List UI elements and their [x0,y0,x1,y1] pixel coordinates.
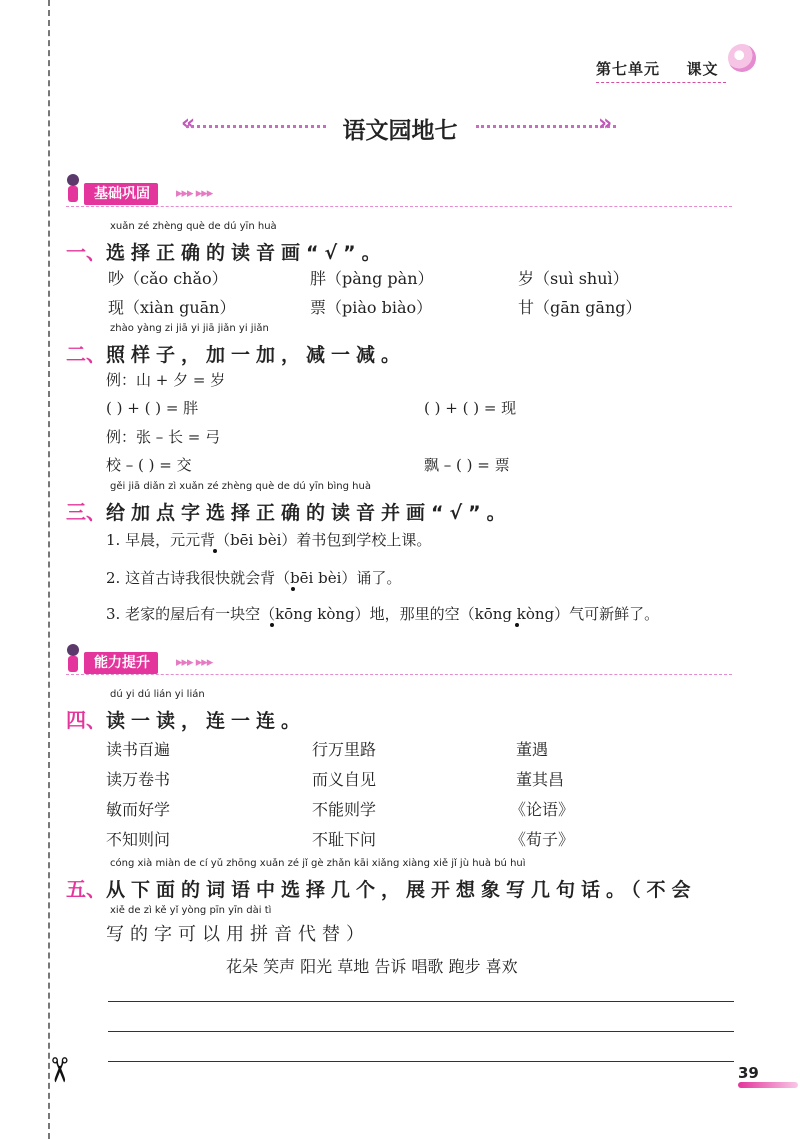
question-text-cont: 写的字可以用拼音代替） [106,924,370,945]
question-1-heading [66,236,387,265]
question-text: 读一读，连一连。 [106,710,307,732]
question-number: 二、 [66,342,106,366]
pinyin-choice[interactable]: 现（xiàn guān） [108,298,236,317]
sentence-1[interactable]: 1. 早晨，元元背（bēi bèi）着书包到学校上课。 [106,531,432,549]
arrows-icon: ▸▸▸ ▸▸▸ [176,655,213,670]
question-text: 选择正确的读音画“√”。 [106,242,387,264]
pinyin-line: dú yi dú lián yi lián [110,689,205,700]
pinyin-line: xiě de zì kě yǐ yòng pīn yīn dài tì [110,905,272,916]
pinyin-line: xuǎn zé zhèng què de dú yīn huà [110,221,277,232]
scissors-icon: ✂ [38,1055,79,1085]
match-item[interactable]: 不耻下问 [312,830,377,849]
header-divider [596,82,726,83]
fill-blank-subtract[interactable]: 飘 – ( ) = 票 [424,456,510,474]
pinyin-choice[interactable]: 胖（pàng pàn） [310,269,434,288]
unit-label: 第七单元 [596,60,661,78]
page-number: 39 [738,1064,759,1082]
question-text: 从下面的词语中选择几个，展开想象写几句话。（不会 [106,879,697,901]
flower-icon [728,44,756,72]
fill-blank-subtract[interactable]: 校 – ( ) = 交 [106,456,192,474]
section-divider [66,674,732,675]
fill-blank-add[interactable]: ( ) + ( ) = 现 [424,399,517,417]
question-3-heading [66,496,512,525]
pinyin-choice[interactable]: 甘（gān gāng） [518,298,642,317]
pinyin-choice[interactable]: 吵（cǎo chǎo） [108,269,228,288]
sentence-3[interactable]: 3. 老家的屋后有一块空（kōng kòng）地，那里的空（kōng kòng）气可新鲜了。 [106,605,660,623]
example-subtract: 例：张 – 长 = 弓 [106,428,221,446]
question-2-heading [66,338,406,367]
double-chevron-left-icon: « [181,111,196,136]
pinyin-choice[interactable]: 岁（suì shuì） [518,269,629,288]
match-item[interactable]: 读书百遍 [106,740,171,759]
girl-icon [66,644,80,674]
question-number: 四、 [66,708,106,732]
section-badge-ability: 能力提升 [84,652,158,674]
question-text: 照样子，加一加，减一减。 [106,344,407,366]
writing-line[interactable] [108,1001,734,1002]
match-item[interactable]: 行万里路 [312,740,377,759]
pinyin-line: zhào yàng zi jiā yi jiā jiǎn yi jiǎn [110,323,269,334]
question-number: 三、 [66,500,106,524]
sentence-2[interactable]: 2. 这首古诗我很快就会背（bēi bèi）诵了。 [106,569,402,587]
match-item[interactable]: 读万卷书 [106,770,171,789]
word-bank: 花朵 笑声 阳光 草地 告诉 唱歌 跑步 喜欢 [226,957,518,976]
double-chevron-right-icon: » [598,111,613,136]
match-item[interactable]: 《论语》 [510,800,575,819]
girl-icon [66,174,80,204]
writing-line[interactable] [108,1031,734,1032]
pinyin-line: gěi jiā diǎn zì xuǎn zé zhèng què de dú yīn bìng huà [110,481,371,492]
pinyin-line: cóng xià miàn de cí yǔ zhōng xuǎn zé jǐ gè zhǎn kāi xiǎng xiàng xiě jǐ jù huà bú huì [110,858,526,869]
match-item[interactable]: 《荀子》 [510,830,575,849]
question-4-heading [66,704,306,733]
page-title: 语文园地七 [342,117,458,144]
fill-blank-add[interactable]: ( ) + ( ) = 胖 [106,399,199,417]
question-5-heading [66,873,697,902]
match-item[interactable]: 不能则学 [312,800,377,819]
cut-line [48,0,50,1139]
example-add: 例：山 + 夕 = 岁 [106,371,226,389]
title-divider-right [476,125,616,128]
type-label: 课文 [686,60,719,78]
emphasis-dot [515,623,519,627]
match-item[interactable]: 董其昌 [516,770,565,789]
emphasis-dot [270,623,274,627]
page-header [596,58,719,79]
question-number: 五、 [66,877,106,901]
match-item[interactable]: 董遇 [516,740,549,759]
question-number: 一、 [66,240,106,264]
arrows-icon: ▸▸▸ ▸▸▸ [176,186,213,201]
match-item[interactable]: 敏而好学 [106,800,171,819]
question-text: 给加点字选择正确的读音并画“√”。 [106,502,512,524]
emphasis-dot [291,587,295,591]
section-divider [66,206,732,207]
pinyin-choice[interactable]: 票（piào biào） [310,298,433,317]
page-number-bar [738,1082,798,1088]
match-item[interactable]: 不知则问 [106,830,171,849]
section-badge-basic: 基础巩固 [84,183,158,205]
match-item[interactable]: 而义自见 [312,770,377,789]
emphasis-dot [213,549,217,553]
writing-line[interactable] [108,1061,734,1062]
